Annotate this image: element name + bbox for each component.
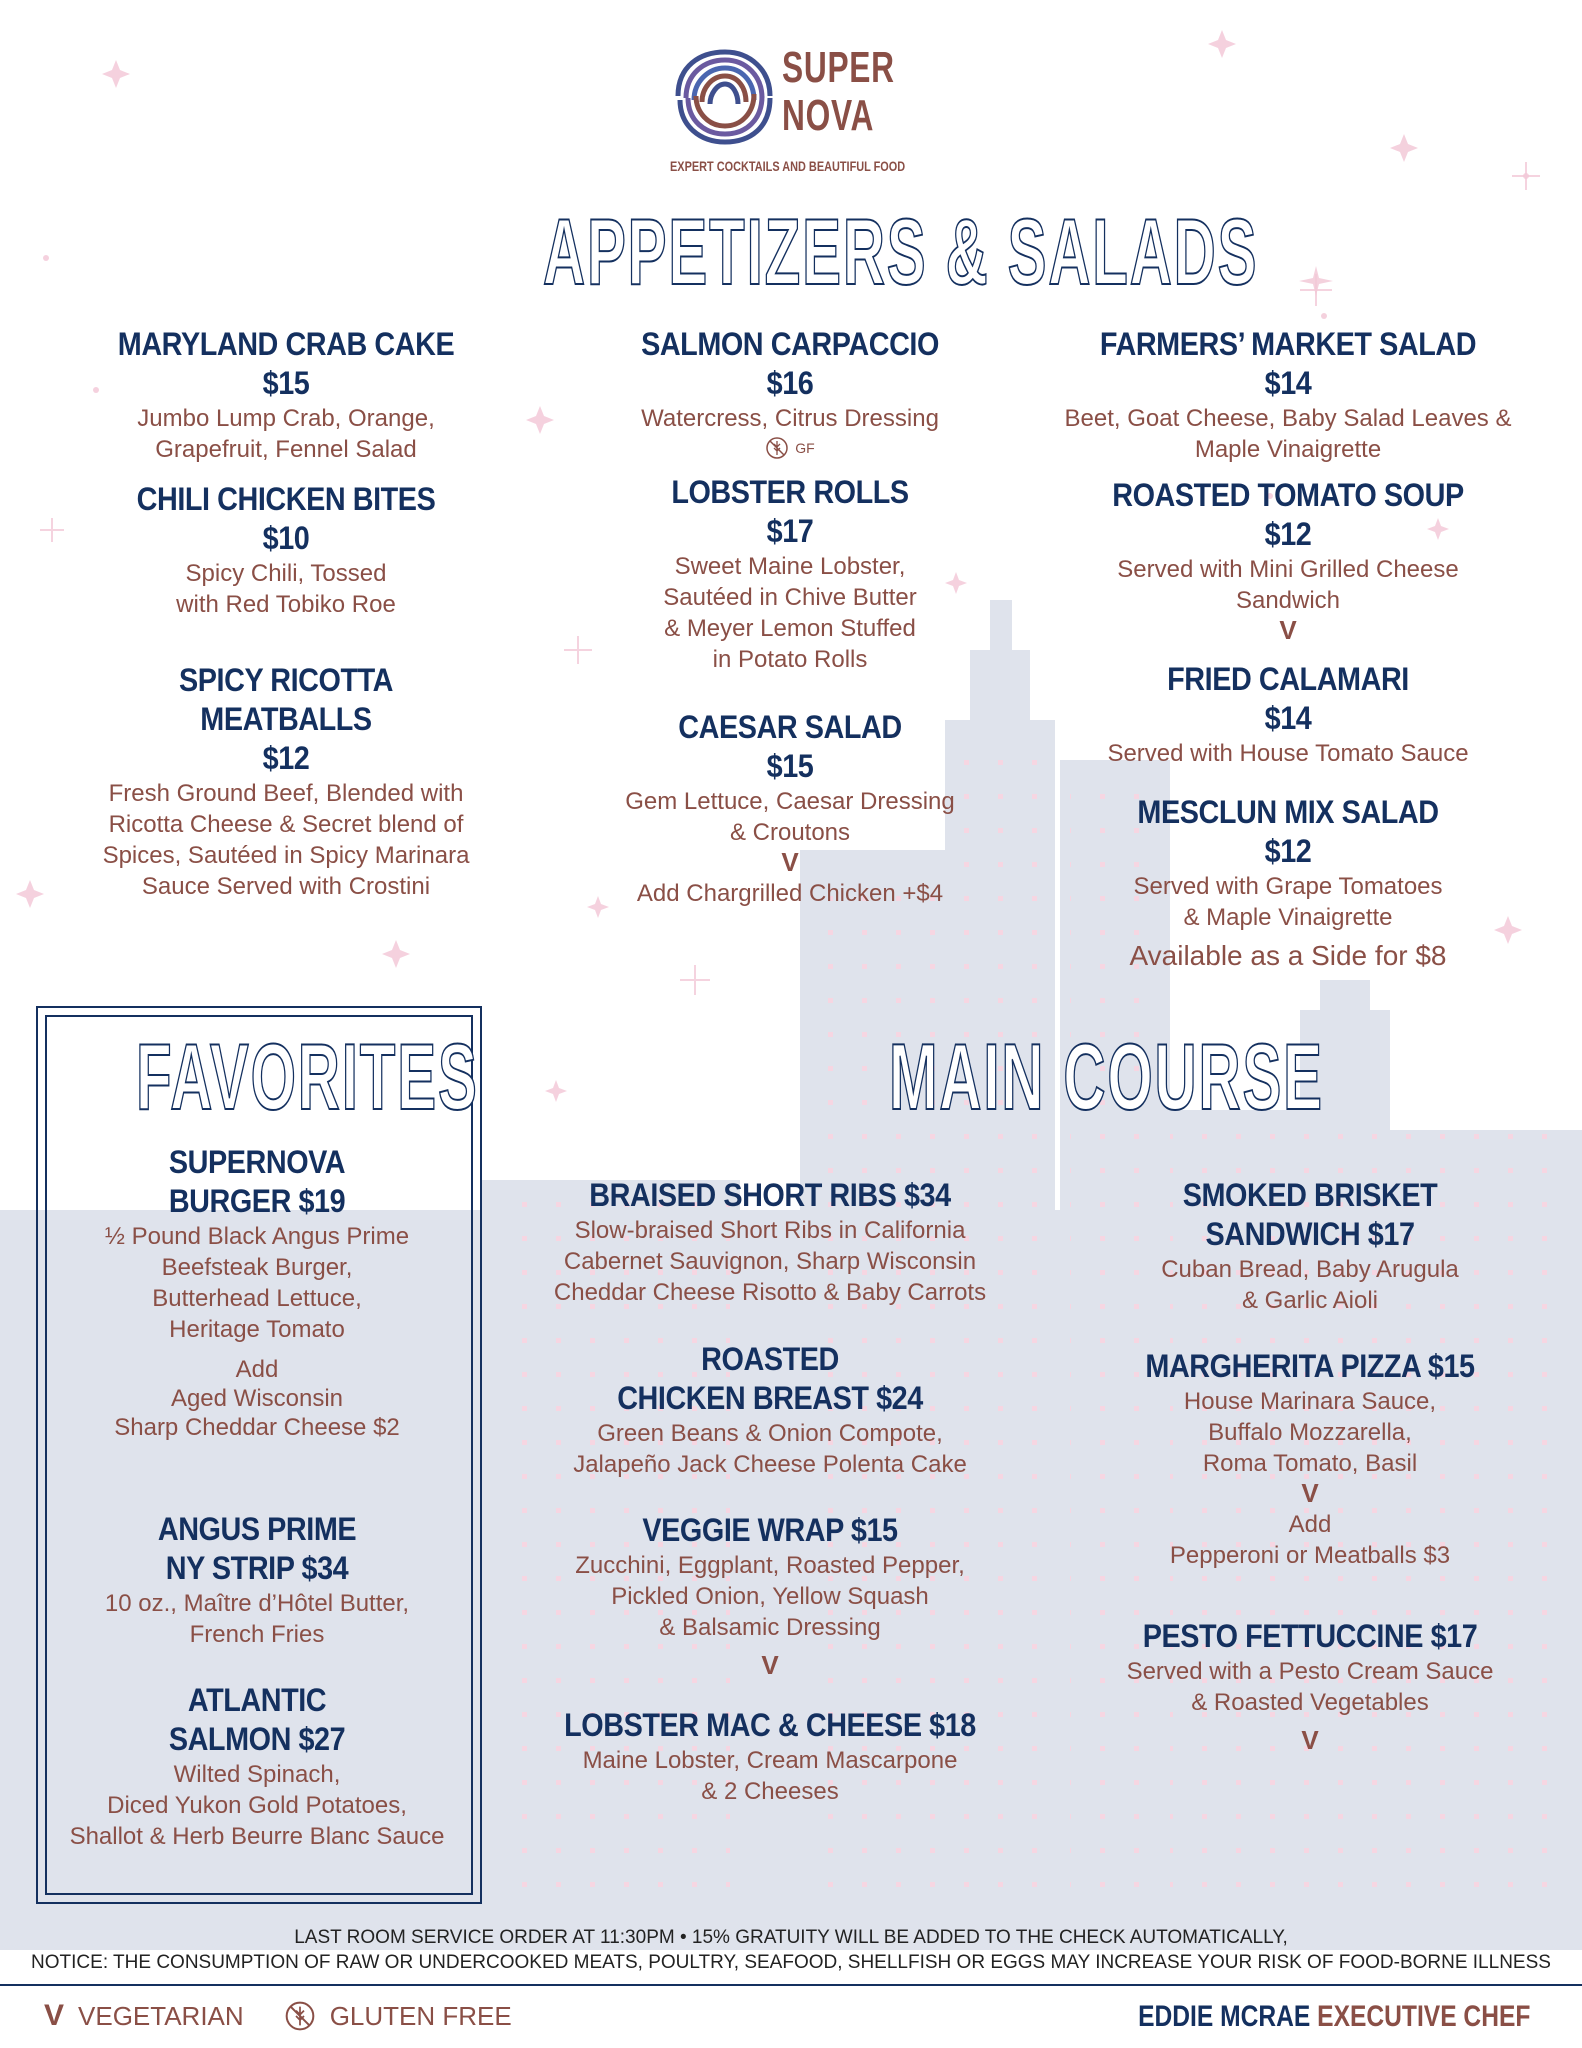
executive-chef-credit [1138,2000,1530,2034]
item-price: $15 [262,365,310,401]
item-name: ROASTED TOMATO SOUP [1112,477,1464,513]
menu-item-farmers-market-salad [1038,325,1538,465]
service-notice-line: LAST ROOM SERVICE ORDER AT 11:30PM • 15% GRATUITY WILL BE ADDED TO THE CHECK AUTOMATICALLY, [294,1927,1288,1948]
item-description: Watercress, Citrus Dressing [641,405,939,432]
menu-item-spicy-ricotta-meatballs [76,661,496,902]
item-description: Jalapeño Jack Cheese Polenta Cake [573,1451,967,1478]
menu-item-smoked-brisket-sandwich [1100,1176,1520,1316]
item-name: SPICY RICOTTA [179,662,393,698]
item-name: LOBSTER ROLLS [671,474,909,510]
gluten-free-icon [765,436,789,460]
item-price: $15 [766,748,814,784]
gluten-free-abbrev: GF [795,440,815,456]
item-addon-label: Add [235,1356,279,1383]
item-description: 10 oz., Maître d’Hôtel Butter, [104,1590,410,1617]
item-description: Served with Mini Grilled Cheese [1117,556,1459,583]
item-description: French Fries [189,1621,325,1648]
item-description: Fresh Ground Beef, Blended with [108,780,464,807]
item-description: Buffalo Mozzarella, [1208,1419,1412,1446]
item-description: Served with Grape Tomatoes [1133,873,1443,900]
item-description: Maple Vinaigrette [1194,436,1382,463]
item-name: MEATBALLS [200,701,372,737]
item-addon: Sharp Cheddar Cheese $2 [114,1414,400,1441]
item-description: Diced Yukon Gold Potatoes, [107,1792,407,1819]
menu-item-pesto-fettuccine [1090,1617,1530,1754]
item-price: $12 [1264,833,1312,869]
item-price: $14 [1264,365,1312,401]
item-description: Beet, Goat Cheese, Baby Salad Leaves & [1064,405,1512,432]
menu-item-chili-chicken-bites [96,480,476,620]
item-description: Cuban Bread, Baby Arugula [1161,1256,1459,1283]
item-description: Wilted Spinach, [173,1761,341,1788]
vegetarian-icon: V [781,847,799,877]
menu-item-supernova-burger [46,1143,468,1442]
item-name: SUPERNOVA [168,1144,346,1180]
item-name: MESCLUN MIX SALAD [1137,794,1439,830]
item-name: CHILI CHICKEN BITES [136,481,436,517]
item-description: Served with a Pesto Cream Sauce [1126,1658,1494,1685]
item-name: CAESAR SALAD [678,709,902,745]
item-price: $16 [766,365,814,401]
item-name: FARMERS’ MARKET SALAD [1099,326,1477,362]
menu-item-margherita-pizza [1090,1347,1530,1571]
item-description: Spices, Sautéed in Spicy Marinara [102,842,470,869]
item-description: Gem Lettuce, Caesar Dressing [625,788,955,815]
supernova-spiral-logo-icon [670,46,780,148]
item-description: Maine Lobster, Cream Mascarpone [582,1747,958,1774]
menu-item-roasted-tomato-soup [1068,476,1508,644]
item-name: CHICKEN BREAST $24 [617,1380,923,1416]
chef-title: EXECUTIVE CHEF [1316,2000,1530,2033]
item-name: ROASTED [701,1341,839,1377]
item-description: & 2 Cheeses [701,1778,839,1805]
item-description: in Potato Rolls [712,646,868,673]
item-description: & Balsamic Dressing [659,1614,881,1641]
item-name: SALMON $27 [168,1721,346,1757]
menu-item-braised-short-ribs [530,1176,1010,1308]
menu-item-veggie-wrap [530,1511,1010,1679]
item-description: & Garlic Aioli [1241,1287,1379,1314]
item-name: MARGHERITA PIZZA $15 [1145,1348,1475,1384]
vegetarian-icon: V [1279,615,1297,645]
item-description: & Meyer Lemon Stuffed [664,615,916,642]
item-description: with Red Tobiko Roe [176,591,396,618]
item-addon: Pepperoni or Meatballs $3 [1169,1542,1451,1569]
item-addon: Aged Wisconsin [170,1385,344,1412]
vegetarian-icon: V [761,1650,779,1680]
item-description: Cabernet Sauvignon, Sharp Wisconsin [563,1248,977,1275]
item-description: House Marinara Sauce, [1183,1388,1437,1415]
item-description: Butterhead Lettuce, [152,1285,362,1312]
item-name: SANDWICH $17 [1205,1216,1415,1252]
appetizers-section-title: APPETIZERS & SALADS [543,199,1259,304]
item-name: SALMON CARPACCIO [641,326,939,362]
item-description: Jumbo Lump Crab, Orange, [137,405,435,432]
item-description: Slow-braised Short Ribs in California [574,1217,966,1244]
gluten-free-legend-label: GLUTEN FREE [329,2001,512,2031]
item-name: PESTO FETTUCCINE $17 [1142,1618,1478,1654]
item-description: Sautéed in Chive Butter [663,584,917,611]
item-description: Served with House Tomato Sauce [1107,740,1469,767]
item-description: Grapefruit, Fennel Salad [155,436,417,463]
vegetarian-icon: V [1301,1725,1319,1755]
footer-divider [0,1984,1582,1986]
menu-item-angus-prime-ny-strip [46,1510,468,1650]
vegetarian-icon: V [44,1999,65,2032]
menu-item-fried-calamari [1068,660,1508,769]
item-name: VEGGIE WRAP $15 [642,1512,898,1548]
item-description: Pickled Onion, Yellow Squash [611,1583,929,1610]
item-name: MARYLAND CRAB CAKE [117,326,455,362]
menu-item-lobster-mac-and-cheese [520,1706,1020,1807]
item-price: $12 [1264,516,1312,552]
item-description: ½ Pound Black Angus Prime [104,1223,410,1250]
item-name: FRIED CALAMARI [1167,661,1409,697]
menu-item-caesar-salad [590,708,990,909]
item-description: Cheddar Cheese Risotto & Baby Carrots [553,1279,987,1306]
item-description: & Maple Vinaigrette [1183,904,1393,931]
logo-wordmark-line2: NOVA [782,91,875,140]
item-description: Sandwich [1235,587,1341,614]
item-price: $10 [262,520,310,556]
gluten-free-icon [284,2000,316,2032]
item-addon: Add Chargrilled Chicken +$4 [636,880,944,907]
item-description: & Roasted Vegetables [1191,1689,1429,1716]
food-safety-notice-line: NOTICE: THE CONSUMPTION OF RAW OR UNDERCOOKED MEATS, POULTRY, SEAFOOD, SHELLFISH OR EGGS MAY INCREASE YOUR RISK OF FOOD-BORNE ILLNESS [31,1952,1551,1973]
item-description: Sweet Maine Lobster, [674,553,906,580]
vegetarian-legend-label: VEGETARIAN [78,2001,244,2031]
footer-notice [0,1925,1582,1975]
menu-item-atlantic-salmon [46,1681,468,1852]
item-name: ANGUS PRIME [157,1511,357,1547]
main-course-section-title: MAIN COURSE [889,1024,1324,1129]
item-description: Roma Tomato, Basil [1202,1450,1418,1477]
item-side-option: Available as a Side for $8 [1129,940,1447,971]
item-addon-label: Add [1288,1511,1332,1538]
item-name: BURGER $19 [168,1183,346,1219]
item-name: SMOKED BRISKET [1182,1177,1438,1213]
item-name: ATLANTIC [187,1682,327,1718]
supernova-logo [664,40,924,180]
item-price: $14 [1264,700,1312,736]
menu-item-maryland-crab-cake [96,325,476,465]
menu-item-salmon-carpaccio [590,325,990,460]
item-description: Heritage Tomato [169,1316,345,1343]
item-price: $17 [766,513,814,549]
item-description: Zucchini, Eggplant, Roasted Pepper, [575,1552,965,1579]
item-description: Sauce Served with Crostini [141,873,431,900]
menu-item-roasted-chicken-breast [530,1340,1010,1480]
logo-tagline: EXPERT COCKTAILS AND BEAUTIFUL FOOD [670,158,906,174]
item-name: BRAISED SHORT RIBS $34 [589,1177,951,1213]
dietary-legend [44,2000,512,2032]
item-price: $12 [262,740,310,776]
item-name: NY STRIP $34 [165,1550,349,1586]
item-description: & Croutons [729,819,851,846]
item-description: Shallot & Herb Beurre Blanc Sauce [69,1823,445,1850]
menu-item-lobster-rolls [590,473,990,675]
item-description: Green Beans & Onion Compote, [597,1420,943,1447]
chef-name: EDDIE MCRAE [1137,2000,1310,2033]
item-description: Ricotta Cheese & Secret blend of [108,811,464,838]
item-name: LOBSTER MAC & CHEESE $18 [564,1707,976,1743]
logo-wordmark-line1: SUPER [782,43,895,92]
menu-item-mesclun-mix-salad [1068,793,1508,973]
vegetarian-icon: V [1301,1478,1319,1508]
item-description: Spicy Chili, Tossed [185,560,387,587]
gluten-free-tag [590,436,990,460]
favorites-section-title: FAVORITES [136,1024,479,1129]
item-description: Beefsteak Burger, [161,1254,353,1281]
